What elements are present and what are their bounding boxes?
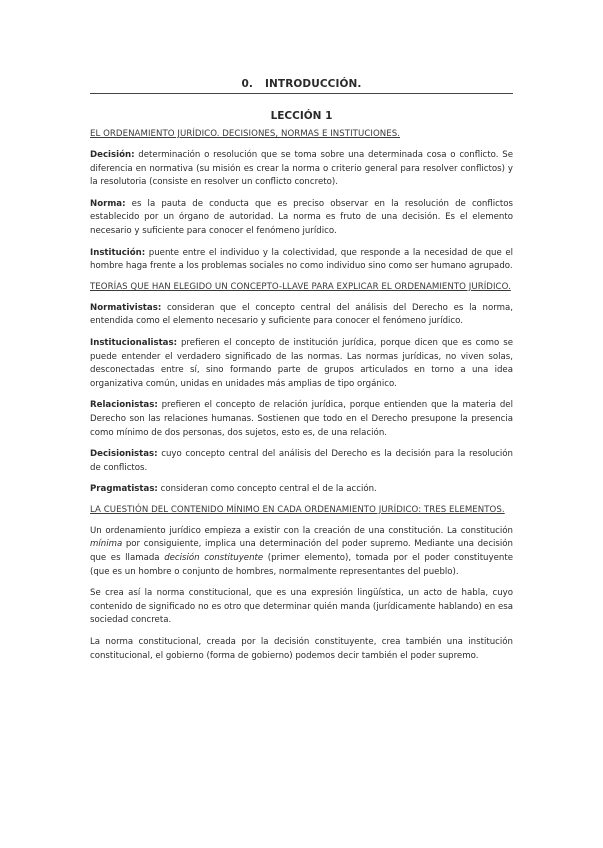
theory-term: Decisionistas:: [90, 449, 158, 460]
theory-normativistas: [90, 302, 513, 329]
theory-text: cuyo concepto central del análisis del Derecho es la decisión para la resolución de conflictos.: [90, 449, 513, 473]
definition-norma: [90, 198, 513, 239]
content-text: por consiguiente, implica una determinación del poder supremo. Mediante una decisión que es llamada: [90, 539, 513, 564]
theory-text: prefieren el concepto de relación jurídica, porque entienden que la materia del Derecho son las relaciones humanas. Sostienen que todo en el Derecho presupone la presencia como mínimo de dos personas, dos sujetos, esto es, de una relación.: [90, 400, 513, 438]
theory-term: Institucionalistas:: [90, 337, 178, 348]
definition-text: determinación o resolución que se toma sobre una determinada cosa o conflicto. Se diferencia en normativa (su misión es crear la norma o criterio general para resolver conflictos) y la resolutoria (consiste en resolver un conflicto concreto).: [90, 150, 513, 188]
chapter-number: 0.: [241, 78, 254, 90]
theory-text: prefieren el concepto de institución jurídica, porque dicen que es como se puede entender el verdadero significado de las normas. Las normas jurídicas, no viven solas, desconectadas entre sí, sino formando parte de grupos articulados en torno a una idea organizativa común, unidas en unidades más amplias de tipo orgánico.: [90, 337, 513, 389]
content-italic: mínima: [90, 539, 123, 550]
content-paragraph-2: Se crea así la norma constitucional, que es una expresión lingüística, un acto de habla, cuyo contenido de significado no es otro que determinar quién manda (jurídicamente hablando) en esa sociedad concreta.: [90, 588, 513, 626]
definition-term: Institución:: [90, 247, 146, 258]
content-italic: decisión constituyente: [164, 553, 264, 564]
content-text: Un ordenamiento jurídico empieza a existir con la creación de una constitución. La constitución: [90, 525, 513, 536]
chapter-heading: [90, 78, 513, 94]
definition-term: Norma:: [90, 198, 126, 209]
lesson-title: LECCIÓN 1: [270, 110, 333, 122]
definition-decision: [90, 149, 513, 190]
content-text: (primer elemento), tomada por el poder constituyente (que es un hombre o conjunto de hombres, normalmente representantes del pueblo).: [90, 553, 513, 577]
definition-institucion: [90, 247, 513, 274]
content-paragraph-1: [90, 525, 513, 579]
theory-text: consideran como concepto central el de la acción.: [157, 484, 377, 495]
section-heading-contenido-minimo: LA CUESTIÓN DEL CONTENIDO MÍNIMO EN CADA ORDENAMIENTO JURÍDICO: TRES ELEMENTOS.: [90, 504, 505, 515]
theory-pragmatistas: [90, 483, 513, 497]
chapter-title: INTRODUCCIÓN.: [265, 78, 362, 90]
section-heading-teorias: TEORÍAS QUE HAN ELEGIDO UN CONCEPTO-LLAVE PARA EXPLICAR EL ORDENAMIENTO JURÍDICO.: [90, 281, 511, 292]
theory-text: consideran que el concepto central del análisis del Derecho es la norma, entendida como el elemento necesario y suficiente para conocer el fenómeno jurídico.: [90, 302, 513, 327]
theory-term: Pragmatistas:: [90, 484, 158, 495]
definition-text: puente entre el individuo y la colectividad, que responde a la necesidad de que el hombre haga frente a los problemas sociales no como individuo sino como ser humano agrupado.: [90, 247, 513, 272]
definition-text: es la pauta de conducta que es preciso observar en la resolución de conflictos establecido por un órgano de autoridad. La norma es fruto de una decisión. Es el elemento necesario y suficiente para conocer el fenómeno jurídico.: [90, 198, 513, 236]
theory-term: Normativistas:: [90, 302, 162, 313]
theory-term: Relacionistas:: [90, 400, 158, 411]
content-paragraph-3: La norma constitucional, creada por la decisión constituyente, crea también una institución constitucional, el gobierno (forma de gobierno) podemos decir también el poder supremo.: [90, 637, 513, 661]
theory-relacionistas: [90, 399, 513, 440]
definition-term: Decisión:: [90, 150, 135, 160]
theory-institucionalistas: [90, 337, 513, 391]
section-heading-ordenamiento: EL ORDENAMIENTO JURÍDICO. DECISIONES, NORMAS E INSTITUCIONES.: [90, 129, 401, 139]
theory-decisionistas: [90, 448, 513, 475]
